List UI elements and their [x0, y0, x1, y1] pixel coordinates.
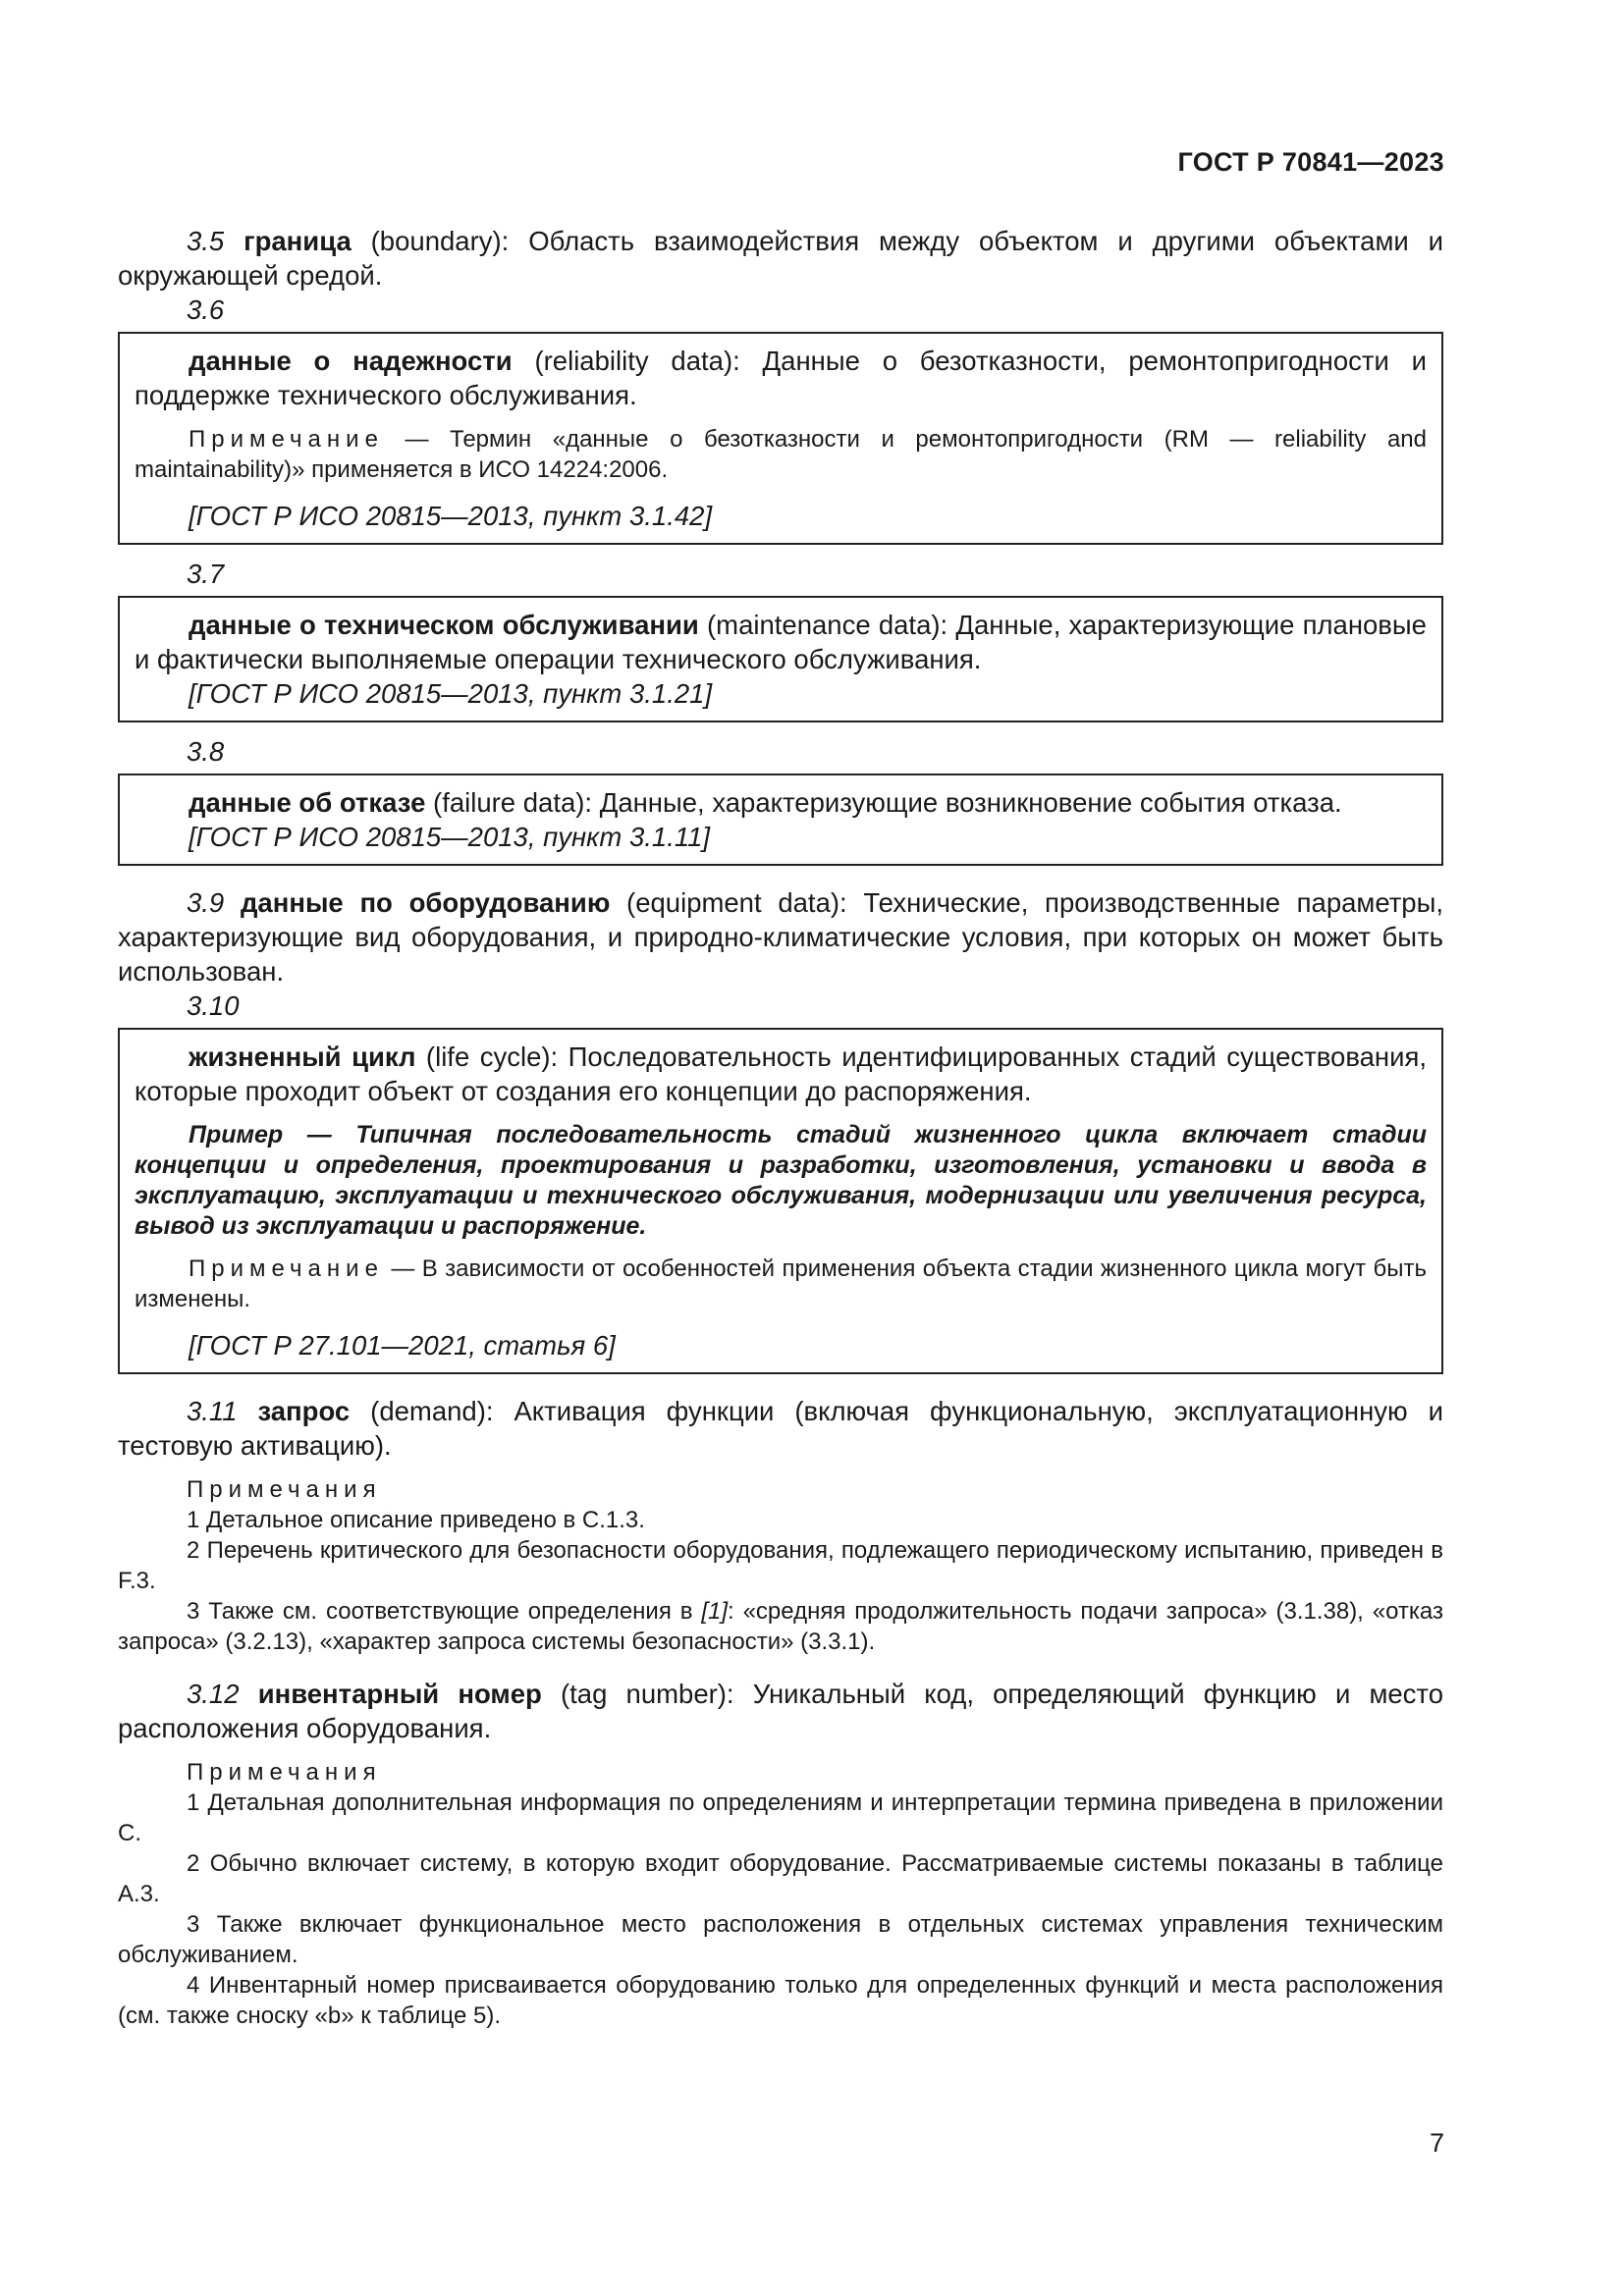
bibliography-reference: [1]	[701, 1598, 729, 1625]
term-source: [ГОСТ Р ИСО 20815—2013, пункт 3.1.42]	[189, 501, 713, 531]
note-item: 1 Детальное описание приведено в С.1.3.	[187, 1507, 645, 1533]
term-name: запрос	[257, 1396, 351, 1426]
term-definition: (demand): Активация функции (включая функциональную, эксплуатационную и тестовую активацию).	[118, 1396, 1443, 1461]
note-label: Примечание	[189, 426, 384, 453]
document-header: ГОСТ Р 70841—2023	[1177, 147, 1444, 177]
note-item: 3 Также включает функциональное место расположения в отдельных системах управления техническим обслуживанием.	[118, 1911, 1443, 1968]
notes-list-3-12	[118, 1757, 1443, 2031]
notes-label: Примечания	[187, 1759, 382, 1786]
term-3-12	[118, 1677, 1443, 1745]
term-example: Пример — Типичная последовательность стадий жизненного цикла включает стадии концепции и определения, проектирования и разработки, изготовления, установки и ввода в эксплуатацию, эксплуатации и технического обслуживания, модернизации или увеличения ресурса, вывод из эксплуатации и распоряжение.	[135, 1121, 1427, 1240]
term-3-7	[135, 608, 1427, 676]
term-definition: (reliability data): Данные о безотказности, ремонтопригодности и поддержке технического обслуживания.	[135, 346, 1427, 410]
term-definition: (life cycle): Последовательность идентифицированных стадий существования, которые проходит объект от создания его концепции до распоряжения.	[135, 1041, 1427, 1106]
term-number-3-8: 3.8	[187, 736, 225, 767]
term-3-5	[118, 224, 1443, 293]
term-name: граница	[244, 226, 352, 256]
term-3-6	[135, 344, 1427, 412]
term-name: данные об отказе	[189, 787, 426, 818]
note-text: — Термин «данные о безотказности и ремонтопригодности (RM — reliability and maintainability)» применяется в ИСО 14224:2006.	[135, 426, 1427, 483]
term-number: 3.12	[187, 1679, 240, 1709]
term-source: [ГОСТ Р ИСО 20815—2013, пункт 3.1.11]	[189, 822, 711, 852]
note-item: 2 Обычно включает систему, в которую входит оборудование. Рассматриваемые системы показаны в таблице А.3.	[118, 1850, 1443, 1907]
page-content	[118, 224, 1443, 2031]
quoted-term-box-3-8	[118, 774, 1443, 866]
term-name: данные о надежности	[189, 346, 513, 376]
term-name: данные о техническом обслуживании	[189, 610, 699, 640]
note-label: Примечание	[189, 1255, 384, 1282]
note-item: 4 Инвентарный номер присваивается оборудованию только для определенных функций и места расположения (см. также сноску «b» к таблице 5).	[118, 1972, 1443, 2029]
term-definition: (tag number): Уникальный код, определяющий функцию и место расположения оборудования.	[118, 1679, 1443, 1743]
page-number: 7	[1429, 2128, 1444, 2158]
term-definition: (failure data): Данные, характеризующие возникновение события отказа.	[425, 787, 1342, 818]
term-definition: (boundary): Область взаимодействия между объектом и другими объектами и окружающей средой.	[118, 226, 1443, 291]
term-number: 3.5	[187, 226, 225, 256]
term-number: 3.11	[187, 1396, 238, 1426]
term-definition: (equipment data): Технические, производственные параметры, характеризующие вид оборудования, и природно-климатические условия, при которых он может быть использован.	[118, 887, 1444, 987]
term-number-3-10: 3.10	[187, 990, 240, 1021]
note-item: 1 Детальная дополнительная информация по определениям и интерпретации термина приведена в приложении С.	[118, 1789, 1443, 1846]
term-note	[135, 424, 1427, 485]
term-source: [ГОСТ Р 27.101—2021, статья 6]	[189, 1330, 616, 1361]
term-3-11	[118, 1394, 1443, 1463]
term-number-3-6: 3.6	[187, 294, 225, 325]
term-3-8	[135, 785, 1427, 820]
term-number-3-7: 3.7	[187, 559, 225, 589]
term-name: данные по оборудованию	[240, 887, 611, 918]
term-number: 3.9	[187, 887, 225, 918]
term-3-10	[135, 1040, 1427, 1108]
term-source: [ГОСТ Р ИСО 20815—2013, пункт 3.1.21]	[189, 678, 713, 709]
note-item: 3 Также см. соответствующие определения в [1]: «средняя продолжительность подачи запроса» (3.1.38), «отказ запроса» (3.2.13), «характер запроса системы безопасности» (3.3.1).	[118, 1598, 1444, 1655]
quoted-term-box-3-10	[118, 1028, 1443, 1374]
term-name: инвентарный номер	[257, 1679, 542, 1709]
notes-list-3-11	[118, 1474, 1443, 1657]
quoted-term-box-3-6	[118, 332, 1443, 545]
quoted-term-box-3-7	[118, 596, 1443, 722]
term-name: жизненный цикл	[189, 1041, 416, 1072]
term-3-9	[118, 885, 1443, 988]
term-definition: (maintenance data): Данные, характеризующие плановые и фактически выполняемые операции технического обслуживания.	[135, 610, 1427, 674]
term-note	[135, 1254, 1427, 1314]
notes-label: Примечания	[187, 1476, 382, 1503]
note-item: 2 Перечень критического для безопасности оборудования, подлежащего периодическому испытанию, приведен в F.3.	[118, 1537, 1443, 1594]
note-text: — В зависимости от особенностей применения объекта стадии жизненного цикла могут быть изменены.	[135, 1255, 1427, 1312]
